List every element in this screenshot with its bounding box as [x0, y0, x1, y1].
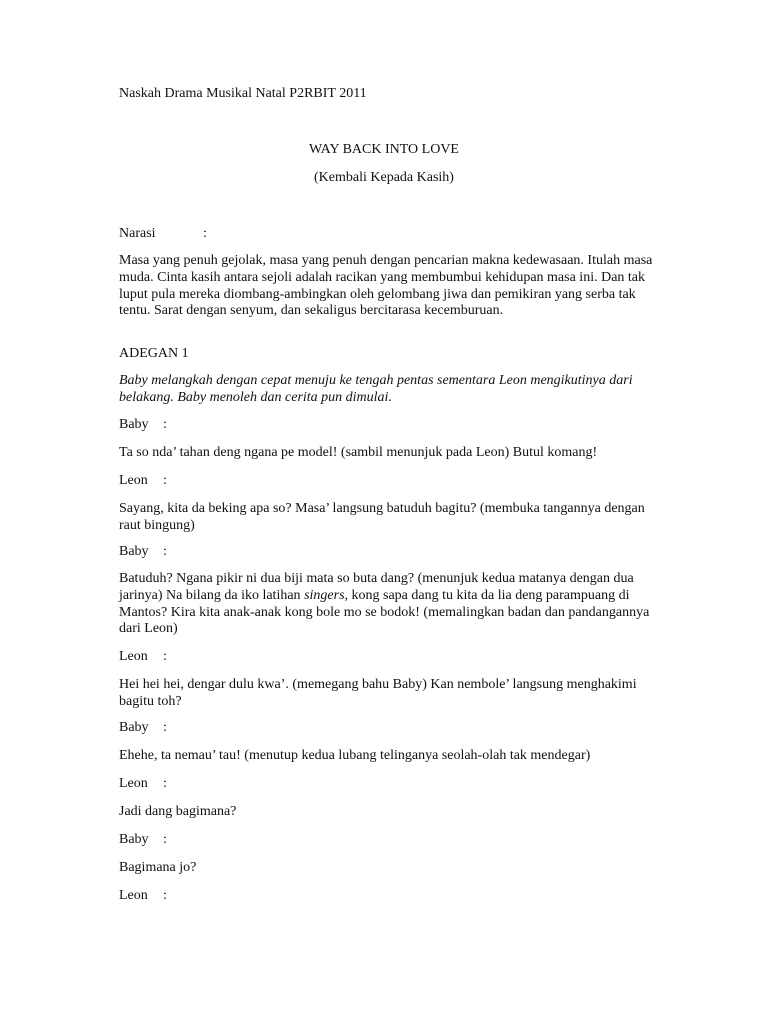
- dialogue-text-part: , kong sapa dang tu kita da lia deng parampuang di Mantos? Kira kita anak-anak kong bole mo se bodok! (memalingkan badan dan pandangannya dari Leon): [119, 587, 650, 637]
- scene-heading: ADEGAN 1: [119, 346, 189, 361]
- narration-paragraph: Masa yang penuh gejolak, masa yang penuh dengan pencarian makna kedewasaan. Itulah masa muda. Cinta kasih antara sejoli adalah racikan yang membumbui kehidupan masa ini. Dan tak luput pula mereka diombang-ambingkan oleh gelombang jiwa dan pemikiran yang serba tak tentu. Sarat dengan senyum, dan sekaligus bercitarasa kecemburuan.: [119, 253, 653, 319]
- speaker-line: [119, 720, 664, 737]
- speaker-name: Narasi: [119, 226, 156, 241]
- speaker-colon: :: [163, 888, 167, 903]
- speaker-line: [119, 776, 664, 793]
- dialogue-text: Jadi dang bagimana?: [119, 804, 237, 819]
- speaker-colon: :: [163, 473, 167, 488]
- document-header: Naskah Drama Musikal Natal P2RBIT 2011: [119, 86, 367, 101]
- speaker-line: [119, 832, 664, 849]
- speaker-line-narasi: [119, 226, 664, 243]
- stage-direction: Baby melangkah dengan cepat menuju ke tengah pentas sementara Leon mengikutinya dari belakang. Baby menoleh dan cerita pun dimulai.: [119, 373, 633, 405]
- speaker-colon: :: [163, 720, 167, 735]
- speaker-name: Leon: [119, 473, 148, 488]
- dialogue-text-italic: singers: [304, 587, 345, 603]
- dialogue-text: Bagimana jo?: [119, 860, 197, 875]
- dialogue-text: Ehehe, ta nemau’ tau! (menutup kedua lubang telinganya seolah-olah tak mendegar): [119, 748, 591, 763]
- dialogue-text: [119, 571, 664, 638]
- dialogue-text: Sayang, kita da beking apa so? Masa’ langsung batuduh bagitu? (membuka tangannya dengan raut bingung): [119, 501, 645, 533]
- speaker-colon: :: [203, 226, 207, 241]
- dialogue-text-part: Batuduh? Ngana pikir ni dua biji mata so buta dang? (menunjuk kedua matanya dengan dua jarinya) Na bilang da iko latihan: [119, 571, 634, 603]
- speaker-line: [119, 888, 664, 905]
- speaker-line: [119, 544, 664, 561]
- dialogue-text: Ta so nda’ tahan deng ngana pe model! (sambil menunjuk pada Leon) Butul komang!: [119, 445, 598, 460]
- speaker-colon: :: [163, 417, 167, 432]
- speaker-colon: :: [163, 544, 167, 559]
- speaker-line: [119, 649, 664, 666]
- speaker-name: Leon: [119, 776, 148, 791]
- speaker-line: [119, 473, 664, 490]
- play-title: WAY BACK INTO LOVE: [309, 142, 459, 157]
- speaker-name: Baby: [119, 832, 149, 847]
- speaker-name: Leon: [119, 888, 148, 903]
- speaker-colon: :: [163, 776, 167, 791]
- speaker-line: [119, 417, 664, 434]
- speaker-name: Baby: [119, 720, 149, 735]
- speaker-name: Baby: [119, 544, 149, 559]
- speaker-name: Baby: [119, 417, 149, 432]
- speaker-colon: :: [163, 649, 167, 664]
- speaker-colon: :: [163, 832, 167, 847]
- play-subtitle: (Kembali Kepada Kasih): [314, 170, 454, 185]
- dialogue-text: Hei hei hei, dengar dulu kwa’. (memegang bahu Baby) Kan nembole’ langsung menghakimi bagitu toh?: [119, 677, 637, 709]
- speaker-name: Leon: [119, 649, 148, 664]
